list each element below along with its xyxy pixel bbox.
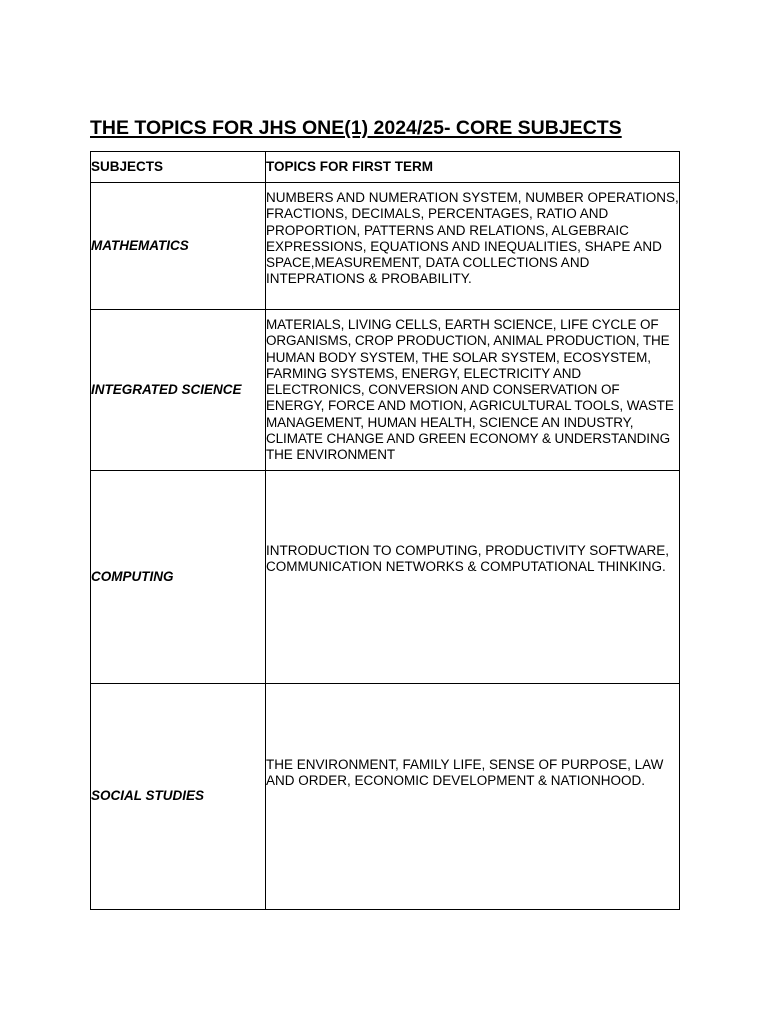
header-subjects: SUBJECTS	[91, 152, 266, 183]
table-row	[91, 183, 680, 310]
subject-cell-integrated-science: INTEGRATED SCIENCE	[91, 310, 266, 471]
table-row	[91, 471, 680, 684]
topics-cell-computing	[266, 471, 680, 684]
topics-text-mathematics: NUMBERS AND NUMERATION SYSTEM, NUMBER OPERATIONS, FRACTIONS, DECIMALS, PERCENTAGES, RATIO AND PROPORTION, PATTERNS AND RELATIONS, ALGEBRAIC EXPRESSIONS, EQUATIONS AND INEQUALITIES, SHAPE AND SPACE,MEASUREMENT, DATA COLLECTIONS AND INTEPRATIONS & PROBABILITY.	[266, 190, 679, 287]
subject-cell-computing: COMPUTING	[91, 471, 266, 684]
table-row	[91, 684, 680, 910]
topics-cell-social-studies	[266, 684, 680, 910]
table-row	[91, 310, 680, 471]
topics-text-computing: INTRODUCTION TO COMPUTING, PRODUCTIVITY SOFTWARE, COMMUNICATION NETWORKS & COMPUTATIONAL THINKING.	[266, 543, 670, 575]
subject-cell-mathematics: MATHEMATICS	[91, 183, 266, 310]
document-title: THE TOPICS FOR JHS ONE(1) 2024/25- CORE SUBJECTS	[90, 117, 622, 139]
subject-cell-social-studies: SOCIAL STUDIES	[91, 684, 266, 910]
header-topics: TOPICS FOR FIRST TERM	[266, 152, 680, 183]
topics-table	[90, 151, 680, 910]
topics-cell-integrated-science	[266, 310, 680, 471]
topics-text-integrated-science: MATERIALS, LIVING CELLS, EARTH SCIENCE, LIFE CYCLE OF ORGANISMS, CROP PRODUCTION, ANIMAL PRODUCTION, THE HUMAN BODY SYSTEM, THE SOLAR SYSTEM, ECOSYSTEM, FARMING SYSTEMS, ENERGY, ELECTRICITY AND ELECTRONICS, CONVERSION AND CONSERVATION OF ENERGY, FORCE AND MOTION, AGRICULTURAL TOOLS, WASTE MANAGEMENT, HUMAN HEALTH, SCIENCE AN INDUSTRY, CLIMATE CHANGE AND GREEN ECONOMY & UNDERSTANDING THE ENVIRONMENT	[266, 317, 674, 463]
topics-text-social-studies: THE ENVIRONMENT, FAMILY LIFE, SENSE OF PURPOSE, LAW AND ORDER, ECONOMIC DEVELOPMENT & NATIONHOOD.	[266, 757, 664, 789]
table-header-row	[91, 152, 680, 183]
topics-cell-mathematics	[266, 183, 680, 310]
